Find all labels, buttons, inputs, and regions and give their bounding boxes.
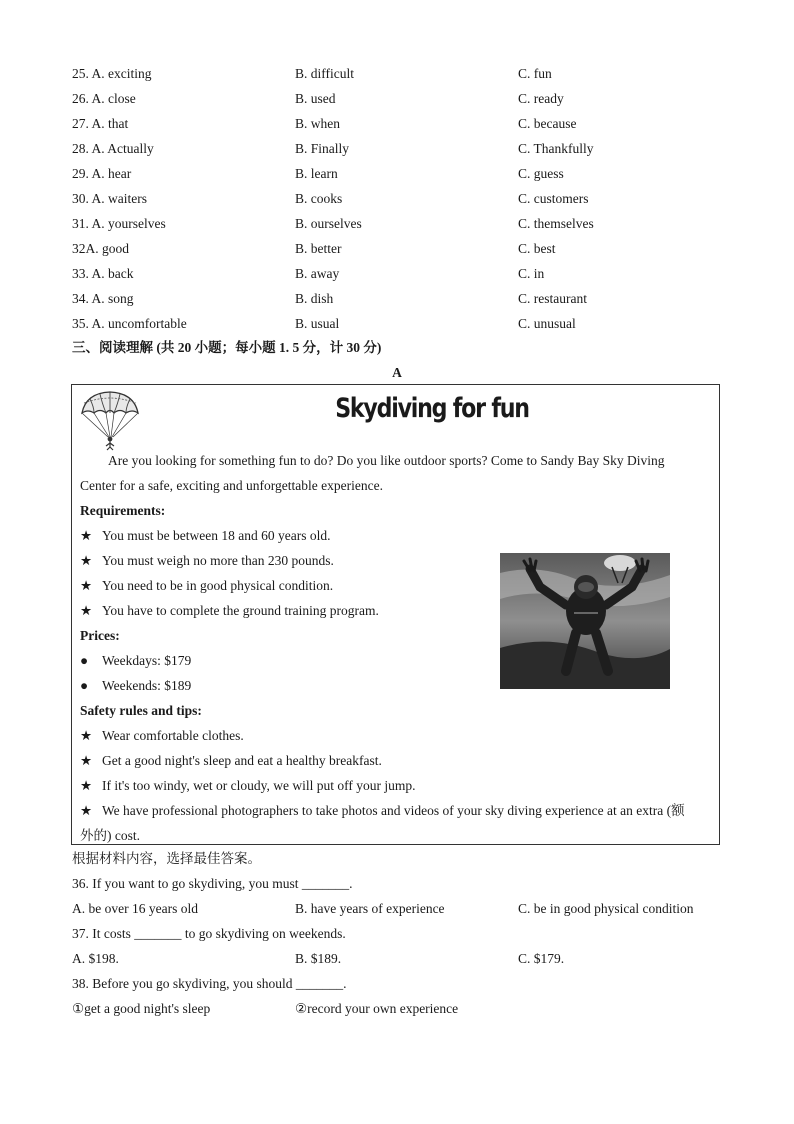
section-title: 三、阅读理解 (共 20 小题；每小题 1. 5 分，计 30 分) [72, 340, 382, 355]
option-row-31 [72, 211, 722, 236]
option-c: C. be in good physical condition [518, 901, 694, 916]
option-c: C. because [518, 116, 577, 131]
option-2: ②record your own experience [295, 1001, 459, 1016]
option-c: C. fun [518, 66, 552, 81]
safety-text: Get a good night's sleep and eat a healthy breakfast. [102, 753, 382, 768]
option-b: B. used [295, 91, 336, 106]
option-row-27 [72, 111, 722, 136]
star-icon: ★ [80, 603, 93, 618]
option-row-26 [72, 86, 722, 111]
prices-heading: Prices: [80, 628, 120, 643]
star-icon: ★ [80, 803, 93, 818]
dot-icon: ● [80, 653, 89, 668]
option-row-25 [72, 61, 722, 86]
option-c: C. in [518, 266, 545, 281]
option-c: C. $179. [518, 951, 565, 966]
safety-item [80, 798, 715, 823]
option-row-29 [72, 161, 722, 186]
requirement-text: You must weigh no more than 230 pounds. [102, 553, 334, 568]
option-row-30 [72, 186, 722, 211]
option-a: 33. A. back [72, 266, 134, 281]
requirements-heading: Requirements: [80, 503, 166, 518]
requirement-item [80, 523, 715, 548]
option-b: B. dish [295, 291, 334, 306]
option-row-33 [72, 261, 722, 286]
intro-line-1: Are you looking for something fun to do? Do you like outdoor sports? Come to Sandy Bay Sky Diving [108, 453, 665, 468]
option-a: 30. A. waiters [72, 191, 147, 206]
star-icon: ★ [80, 778, 93, 793]
safety-text: Wear comfortable clothes. [102, 728, 244, 743]
option-c: C. unusual [518, 316, 576, 331]
option-b: B. ourselves [295, 216, 362, 231]
star-icon: ★ [80, 528, 93, 543]
price-text: Weekdays: $179 [102, 653, 192, 668]
requirement-text: You have to complete the ground training program. [102, 603, 379, 618]
star-icon: ★ [80, 553, 93, 568]
question-38: 38. Before you go skydiving, you should _______. [72, 976, 347, 991]
intro-line-2: Center for a safe, exciting and unforgettable experience. [80, 478, 383, 493]
option-c: C. themselves [518, 216, 594, 231]
option-c: C. best [518, 241, 556, 256]
safety-item-continued: 外的) cost. [80, 828, 140, 843]
instruction: 根据材料内容，选择最佳答案。 [72, 851, 261, 866]
option-a: 29. A. hear [72, 166, 132, 181]
parachute-icon [78, 389, 142, 451]
option-a: 25. A. exciting [72, 66, 152, 81]
option-b: B. usual [295, 316, 340, 331]
requirement-text: You need to be in good physical condition. [102, 578, 334, 593]
option-row-32 [72, 236, 722, 261]
star-icon: ★ [80, 728, 93, 743]
option-a: 35. A. uncomfortable [72, 316, 187, 331]
option-b: B. learn [295, 166, 338, 181]
option-c: C. ready [518, 91, 564, 106]
skydiver-illustration [500, 553, 670, 689]
safety-text: If it's too windy, wet or cloudy, we will put off your jump. [102, 778, 416, 793]
option-a: 28. A. Actually [72, 141, 154, 156]
option-b: B. Finally [295, 141, 350, 156]
option-b: B. have years of experience [295, 901, 445, 916]
ad-title: Skydiving for fun [335, 393, 529, 424]
option-b: B. $189. [295, 951, 342, 966]
option-1: ①get a good night's sleep [72, 1001, 211, 1016]
question-36-options [72, 896, 722, 921]
option-a: 27. A. that [72, 116, 129, 131]
option-a: 34. A. song [72, 291, 134, 306]
option-c: C. customers [518, 191, 589, 206]
question-37-options [72, 946, 722, 971]
safety-item [80, 773, 715, 798]
option-a: 26. A. close [72, 91, 136, 106]
option-row-28 [72, 136, 722, 161]
option-row-34 [72, 286, 722, 311]
question-38-options [72, 996, 722, 1021]
question-36: 36. If you want to go skydiving, you must _______. [72, 876, 353, 891]
option-a: 32A. good [72, 241, 129, 256]
option-row-35 [72, 311, 722, 336]
option-b: B. away [295, 266, 340, 281]
option-a: A. $198. [72, 951, 119, 966]
skydiver-photo [500, 553, 670, 689]
safety-item [80, 723, 715, 748]
dot-icon: ● [80, 678, 89, 693]
option-b: B. better [295, 241, 342, 256]
option-c: C. restaurant [518, 291, 587, 306]
option-b: B. cooks [295, 191, 343, 206]
option-b: B. when [295, 116, 340, 131]
safety-text: We have professional photographers to take photos and videos of your sky diving experience at an extra (额 [102, 803, 685, 818]
safety-item [80, 748, 715, 773]
option-c: C. Thankfully [518, 141, 594, 156]
star-icon: ★ [80, 578, 93, 593]
option-a: A. be over 16 years old [72, 901, 198, 916]
option-b: B. difficult [295, 66, 354, 81]
option-a: 31. A. yourselves [72, 216, 166, 231]
price-text: Weekends: $189 [102, 678, 192, 693]
ad-box [71, 384, 720, 845]
option-c: C. guess [518, 166, 564, 181]
question-37: 37. It costs _______ to go skydiving on weekends. [72, 926, 346, 941]
passage-letter: A [392, 365, 402, 380]
safety-heading: Safety rules and tips: [80, 703, 202, 718]
requirement-text: You must be between 18 and 60 years old. [102, 528, 331, 543]
star-icon: ★ [80, 753, 93, 768]
